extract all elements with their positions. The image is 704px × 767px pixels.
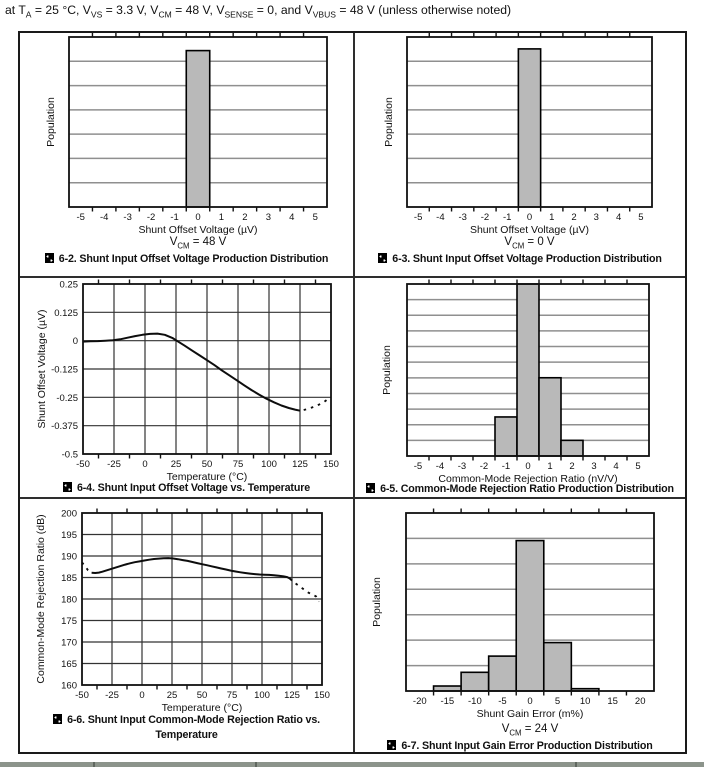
figure-condition: $V_{CM} = 0$ V [504, 236, 555, 251]
x-tick-label: 5 [312, 212, 318, 223]
subscript: SENSE [224, 9, 254, 20]
figure-icon [387, 740, 396, 750]
x-tick-label: -1 [170, 212, 179, 223]
x-tick-label: 3 [265, 212, 272, 223]
y-tick-label: 185 [61, 573, 77, 584]
x-axis-title: Shunt Offset Voltage (µV) [138, 224, 258, 236]
x-tick-label: 0 [526, 212, 533, 223]
figure-caption [20, 729, 353, 741]
x-axis-title: Temperature (°C) [161, 702, 243, 713]
y-tick-label: -0.5 [61, 449, 78, 461]
x-tick-label: -3 [123, 212, 132, 223]
y-axis-title: Population [381, 345, 393, 395]
x-tick-label: 25 [170, 459, 182, 470]
histogram-bar [489, 656, 517, 691]
figure-caption-text: Temperature [155, 729, 218, 741]
x-tick-label: 5 [554, 696, 561, 707]
figure-icon [378, 253, 387, 263]
subscript: VBUS [312, 9, 336, 20]
figure-caption-text: 6-3. Shunt Input Offset Voltage Production Distribution [392, 253, 662, 265]
x-tick-label: -2 [480, 212, 490, 223]
x-tick-label: 3 [591, 461, 597, 472]
x-tick-label: 50 [196, 690, 208, 701]
strip-separator [575, 762, 577, 767]
figure-icon [63, 482, 72, 492]
curve-cold-extrapolation [82, 562, 90, 572]
figures-grid [18, 31, 687, 754]
figure-caption [355, 740, 685, 752]
figure-icon [53, 714, 62, 724]
x-tick-label: 150 [323, 459, 339, 470]
x-tick-label: 1 [549, 212, 555, 223]
axis-labels [36, 280, 339, 483]
y-tick-label: 0.125 [54, 307, 78, 319]
figure-caption-text: 6-4. Shunt Input Offset Voltage vs. Temperature [76, 482, 311, 494]
curve-extrapolated-tail [304, 399, 329, 410]
axis-labels [381, 345, 641, 484]
fig6-7-plot [355, 499, 685, 720]
figure-cell-6-6 [20, 499, 353, 752]
figure-caption-text: 6-7. Shunt Input Gain Error Production Distribution [401, 740, 653, 752]
histogram-bar [561, 440, 583, 456]
histogram-bars [186, 51, 209, 207]
y-tick-label: 170 [61, 637, 77, 649]
axis-labels [383, 97, 644, 236]
y-tick-label: 195 [61, 530, 77, 541]
figure-caption [20, 253, 353, 265]
gridlines [82, 513, 322, 685]
x-tick-label: 0 [142, 459, 148, 470]
figure-icon [366, 483, 375, 493]
x-tick-label: 1 [218, 212, 225, 223]
histogram-bar [516, 541, 544, 691]
x-tick-label: -5 [413, 461, 423, 472]
y-tick-label: -0.375 [51, 421, 78, 433]
y-tick-label: 200 [61, 508, 77, 520]
x-tick-label: 4 [615, 212, 622, 223]
x-tick-label: 5 [638, 212, 644, 223]
histogram-bars [518, 49, 540, 207]
strip-separator [255, 762, 257, 767]
figure-icon [45, 253, 54, 263]
y-tick-label: 165 [61, 659, 77, 670]
y-tick-label: -0.25 [56, 392, 78, 404]
y-tick-label: 175 [61, 616, 77, 627]
x-tick-label: 150 [314, 690, 330, 701]
histogram-bar [186, 51, 209, 207]
x-tick-label: 4 [613, 461, 619, 472]
gridlines [83, 284, 331, 454]
x-tick-label: 20 [634, 696, 646, 707]
figure-caption [355, 483, 685, 495]
fig6-4-plot [20, 278, 353, 482]
x-tick-label: 3 [593, 212, 599, 223]
x-tick-label: -2 [479, 461, 489, 472]
x-axis-title: Common-Mode Rejection Ratio (nV/V) [438, 473, 618, 484]
x-tick-label: 0 [139, 690, 145, 701]
x-tick-label: -25 [105, 690, 119, 701]
curve-offset-vs-temp [83, 334, 300, 411]
subscript: CM [158, 9, 172, 20]
figure-caption [20, 714, 353, 726]
histogram-bars [495, 284, 583, 456]
x-tick-label: 5 [635, 461, 641, 472]
figure-cell-6-5 [355, 278, 685, 497]
figure-caption [20, 482, 353, 494]
x-tick-label: -4 [436, 212, 445, 223]
x-tick-label: 0 [195, 212, 201, 223]
cropped-next-section-strip [0, 762, 704, 767]
x-tick-label: -50 [75, 690, 89, 701]
figure-caption-text: 6-6. Shunt Input Common-Mode Rejection Ratio vs. [67, 714, 320, 726]
data-curves [83, 334, 329, 411]
x-tick-label: -1 [501, 461, 511, 472]
y-axis-title: Population [383, 97, 395, 147]
x-tick-label: -3 [457, 461, 467, 472]
fig6-2-plot [20, 33, 353, 239]
figure-condition: $V_{CM} = 24$ V [501, 723, 559, 738]
x-tick-label: -5 [413, 212, 423, 223]
x-tick-label: 100 [254, 690, 270, 701]
x-tick-label: -20 [412, 696, 427, 707]
x-tick-label: -3 [458, 212, 467, 223]
x-tick-label: 1 [547, 461, 553, 472]
strip-separator [93, 762, 95, 767]
subscript: A [25, 9, 32, 20]
x-tick-label: -4 [435, 461, 445, 472]
histogram-bar [518, 49, 540, 207]
x-tick-label: 0 [527, 696, 533, 707]
y-tick-label: -0.125 [51, 364, 78, 376]
figure-cell-6-3 [355, 33, 685, 276]
x-tick-label: -4 [99, 212, 109, 223]
x-tick-label: -15 [440, 696, 455, 707]
x-tick-label: -50 [76, 459, 90, 470]
figure-cell-6-7 [355, 499, 685, 752]
x-tick-label: -5 [498, 696, 507, 707]
axis-labels [371, 577, 646, 720]
y-axis-title: Common-Mode Rejection Ratio (dB) [35, 514, 47, 684]
y-axis-title: Population [45, 97, 57, 147]
x-tick-label: 2 [569, 461, 575, 472]
figure-caption-text: 6-5. Common-Mode Rejection Ratio Production Distribution [380, 483, 674, 495]
subscript: CM [177, 241, 190, 251]
y-axis-title: Shunt Offset Voltage (µV) [36, 309, 48, 429]
x-axis-title: Shunt Offset Voltage (µV) [469, 224, 590, 236]
axis-labels [35, 509, 330, 714]
subscript: CM [512, 241, 525, 251]
histogram-bar [517, 284, 539, 456]
y-tick-label: 180 [61, 594, 77, 606]
x-axis-title: Shunt Gain Error (m%) [476, 708, 584, 720]
subscript: CM [509, 728, 522, 738]
x-tick-label: 75 [226, 690, 238, 701]
x-tick-label: 75 [232, 459, 244, 470]
fig6-5-plot [355, 278, 685, 484]
histogram-bar [495, 417, 517, 456]
data-curves [82, 558, 319, 602]
y-tick-label: 0.25 [59, 279, 78, 291]
x-tick-label: 10 [579, 696, 591, 707]
figure-condition: $V_{CM} = 48$ V [169, 236, 227, 251]
y-tick-label: 0 [72, 336, 78, 348]
x-tick-label: -1 [503, 212, 512, 223]
subscript: VS [90, 9, 103, 20]
histogram-bar [461, 672, 489, 691]
fig6-6-plot [20, 499, 353, 713]
x-tick-label: 15 [607, 696, 618, 707]
fig6-3-plot [355, 33, 685, 239]
x-tick-label: -25 [107, 459, 121, 470]
figure-cell-6-4 [20, 278, 353, 497]
y-axis-title: Population [371, 577, 383, 627]
axis-labels [45, 97, 318, 236]
x-tick-label: 125 [284, 690, 300, 701]
figure-cell-6-2 [20, 33, 353, 276]
x-tick-label: -10 [468, 696, 482, 707]
y-tick-label: 190 [61, 551, 77, 563]
figure-caption [355, 253, 685, 265]
x-tick-label: 50 [201, 459, 213, 470]
x-tick-label: 2 [571, 212, 577, 223]
histogram-bar [539, 378, 561, 456]
x-tick-label: 4 [289, 212, 295, 223]
histogram-bar [544, 643, 572, 691]
x-axis-title: Temperature (°C) [166, 471, 248, 482]
x-tick-label: 25 [166, 690, 178, 701]
x-tick-label: 2 [242, 212, 248, 223]
x-tick-label: -2 [146, 212, 156, 223]
figure-caption-text: 6-2. Shunt Input Offset Voltage Production Distribution [58, 253, 329, 265]
y-tick-label: 160 [61, 680, 77, 692]
x-tick-label: 125 [292, 459, 308, 470]
x-tick-label: 100 [261, 459, 277, 470]
test-conditions-note: at $T_A = 25$ °C, $V_{VS} = 3.3$ V, $V_{CM} = 48$ V, $V_{SENSE} = 0$, and $V_{VBUS} = 48$ V (unless otherwise noted) [5, 3, 512, 20]
x-tick-label: 0 [525, 461, 531, 472]
x-tick-label: -5 [76, 212, 85, 223]
